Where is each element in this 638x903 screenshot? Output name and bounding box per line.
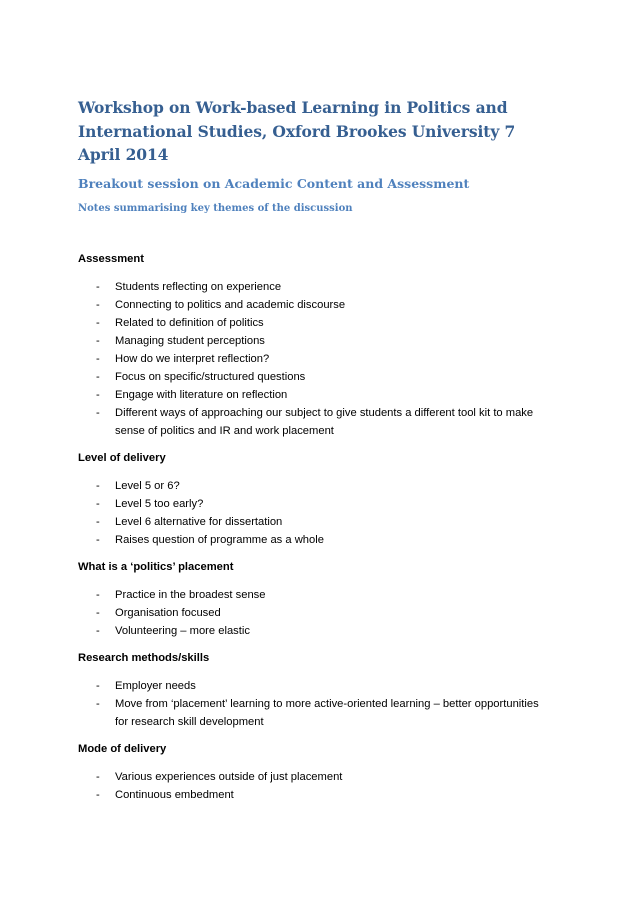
bullet-dash: - — [96, 352, 100, 365]
list-item — [78, 604, 548, 622]
list-item-text: How do we interpret reflection? — [115, 352, 270, 365]
document-subtitle: Breakout session on Academic Content and Assessment — [78, 175, 470, 191]
section-level-of-delivery — [78, 450, 548, 549]
bullet-dash: - — [96, 588, 100, 601]
list-item — [78, 368, 548, 386]
list-item — [78, 622, 548, 640]
bullet-list — [78, 768, 548, 804]
bullet-dash: - — [96, 788, 100, 801]
list-item-text: Engage with literature on reflection — [115, 388, 288, 401]
notes-heading: Notes summarising key themes of the discussion — [78, 202, 353, 214]
section-heading: What is a ‘politics’ placement — [78, 560, 234, 573]
list-item — [78, 332, 548, 350]
list-item-text: Continuous embedment — [115, 788, 234, 801]
bullet-list — [78, 586, 548, 640]
list-item — [78, 386, 548, 404]
list-item-text: Connecting to politics and academic discourse — [115, 298, 346, 311]
list-item-text: Practice in the broadest sense — [115, 588, 266, 601]
bullet-list — [78, 477, 548, 549]
bullet-dash: - — [96, 770, 100, 783]
list-item-text: Managing student perceptions — [115, 334, 265, 347]
section-heading: Research methods/skills — [78, 651, 210, 664]
list-item-text: Different ways of approaching our subject to give students a different tool kit to make sense of politics and IR and work placement — [115, 406, 534, 437]
list-item-text: Move from ‘placement’ learning to more active-oriented learning – better opportunities for research skill development — [115, 697, 539, 728]
section-assessment — [78, 251, 548, 440]
list-item-text: Raises question of programme as a whole — [115, 533, 324, 546]
section-heading: Level of delivery — [78, 451, 166, 464]
section-research-methods — [78, 650, 548, 731]
list-item-text: Volunteering – more elastic — [115, 624, 250, 637]
list-item — [78, 695, 548, 731]
list-item-text: Focus on specific/structured questions — [115, 370, 306, 383]
list-item-text: Level 5 too early? — [115, 497, 204, 510]
bullet-dash: - — [96, 697, 100, 710]
list-item — [78, 677, 548, 695]
bullet-dash: - — [96, 624, 100, 637]
bullet-dash: - — [96, 533, 100, 546]
list-item — [78, 477, 548, 495]
bullet-dash: - — [96, 334, 100, 347]
bullet-dash: - — [96, 406, 100, 419]
list-item — [78, 495, 548, 513]
section-politics-placement — [78, 559, 548, 640]
list-item — [78, 296, 548, 314]
bullet-dash: - — [96, 515, 100, 528]
bullet-dash: - — [96, 388, 100, 401]
list-item-text: Organisation focused — [115, 606, 221, 619]
list-item-text: Employer needs — [115, 679, 196, 692]
list-item — [78, 768, 548, 786]
list-item — [78, 350, 548, 368]
document-title: Workshop on Work-based Learning in Politics and International Studies, Oxford Brookes University 7 April 2014 — [78, 98, 516, 164]
list-item — [78, 513, 548, 531]
list-item — [78, 404, 548, 440]
section-heading: Assessment — [78, 252, 144, 265]
bullet-dash: - — [96, 679, 100, 692]
bullet-dash: - — [96, 370, 100, 383]
document-content — [78, 96, 548, 804]
bullet-list — [78, 677, 548, 731]
bullet-list — [78, 278, 548, 440]
bullet-dash: - — [96, 479, 100, 492]
bullet-dash: - — [96, 280, 100, 293]
bullet-dash: - — [96, 298, 100, 311]
section-mode-of-delivery — [78, 741, 548, 804]
bullet-dash: - — [96, 497, 100, 510]
list-item-text: Level 5 or 6? — [115, 479, 180, 492]
list-item-text: Students reflecting on experience — [115, 280, 282, 293]
section-heading: Mode of delivery — [78, 742, 167, 755]
bullet-dash: - — [96, 316, 100, 329]
list-item-text: Level 6 alternative for dissertation — [115, 515, 283, 528]
list-item-text: Various experiences outside of just placement — [115, 770, 343, 783]
list-item — [78, 586, 548, 604]
list-item — [78, 786, 548, 804]
bullet-dash: - — [96, 606, 100, 619]
list-item — [78, 278, 548, 296]
list-item — [78, 314, 548, 332]
list-item-text: Related to definition of politics — [115, 316, 264, 329]
list-item — [78, 531, 548, 549]
